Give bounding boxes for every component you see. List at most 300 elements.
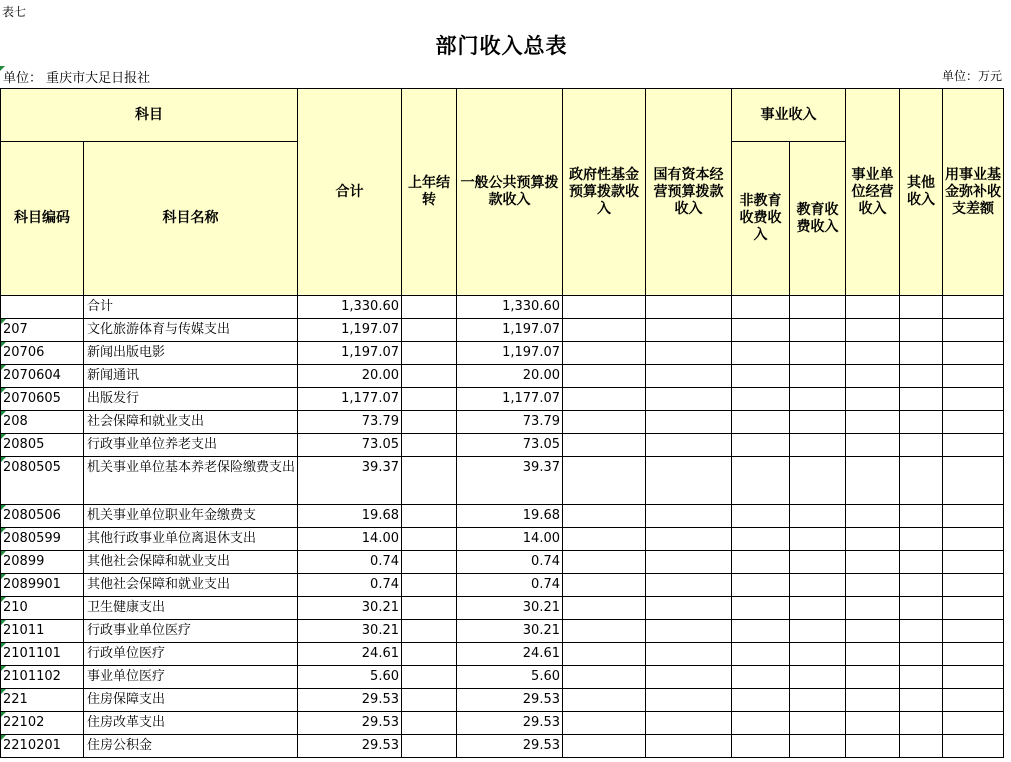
cell-code-text: 210	[3, 600, 28, 615]
cell-state-capital	[646, 296, 732, 319]
cell-edu	[790, 319, 846, 342]
cell-carryover	[402, 342, 457, 365]
table-row	[1, 689, 1004, 712]
cell-state-capital	[646, 365, 732, 388]
cell-operating	[846, 505, 900, 528]
cell-operating	[846, 388, 900, 411]
cell-total-text: 1,177.07	[341, 391, 399, 406]
cell-name-text: 出版发行	[87, 391, 140, 406]
table-row	[1, 620, 1004, 643]
cell-general-budget-text: 29.53	[522, 692, 560, 707]
cell-state-capital	[646, 735, 732, 758]
cell-marker-icon	[1, 411, 6, 416]
cell-state-capital	[646, 643, 732, 666]
cell-edu	[790, 365, 846, 388]
cell-name-text: 机关事业单位基本养老保险缴费支出	[87, 460, 296, 475]
cell-marker-icon	[1, 505, 6, 510]
cell-name	[84, 666, 298, 689]
cell-state-capital	[646, 689, 732, 712]
cell-code	[1, 735, 84, 758]
cell-total	[298, 342, 402, 365]
cell-total	[298, 457, 402, 505]
cell-name-text: 行政单位医疗	[87, 646, 166, 661]
cell-state-capital	[646, 505, 732, 528]
cell-general-budget	[457, 574, 563, 597]
cell-code-text: 21011	[3, 623, 45, 638]
cell-total-text: 1,197.07	[341, 322, 399, 337]
table-row	[1, 712, 1004, 735]
cell-general-budget-text: 5.60	[531, 669, 560, 684]
cell-name	[84, 505, 298, 528]
cell-fund-offset	[943, 551, 1004, 574]
cell-non-edu	[732, 735, 790, 758]
cell-gov-fund	[563, 505, 646, 528]
cell-fund-offset	[943, 574, 1004, 597]
unit-organization	[3, 67, 150, 86]
cell-edu	[790, 643, 846, 666]
cell-operating	[846, 597, 900, 620]
cell-gov-fund	[563, 735, 646, 758]
cell-gov-fund	[563, 551, 646, 574]
cell-name	[84, 689, 298, 712]
table-row	[1, 528, 1004, 551]
cell-name	[84, 643, 298, 666]
cell-code	[1, 342, 84, 365]
cell-total	[298, 574, 402, 597]
cell-other	[900, 296, 943, 319]
cell-fund-offset	[943, 712, 1004, 735]
cell-operating	[846, 551, 900, 574]
cell-fund-offset	[943, 296, 1004, 319]
cell-other	[900, 574, 943, 597]
cell-general-budget-text: 0.74	[531, 554, 560, 569]
cell-total	[298, 505, 402, 528]
cell-gov-fund	[563, 319, 646, 342]
header-business-income: 事业收入	[732, 89, 846, 142]
cell-state-capital	[646, 551, 732, 574]
cell-code-text: 2101101	[3, 646, 61, 661]
cell-other	[900, 505, 943, 528]
header-subject-name: 科目名称	[84, 142, 298, 296]
cell-general-budget-text: 73.05	[522, 437, 560, 452]
table-number: 表七	[2, 5, 27, 19]
cell-other	[900, 319, 943, 342]
table-row	[1, 296, 1004, 319]
cell-total	[298, 365, 402, 388]
cell-code	[1, 411, 84, 434]
cell-general-budget	[457, 597, 563, 620]
cell-general-budget	[457, 388, 563, 411]
cell-name	[84, 620, 298, 643]
cell-general-budget	[457, 528, 563, 551]
cell-gov-fund	[563, 388, 646, 411]
cell-carryover	[402, 505, 457, 528]
cell-code-text: 207	[3, 322, 28, 337]
cell-non-edu	[732, 365, 790, 388]
cell-code-text: 20706	[3, 345, 45, 360]
cell-general-budget-text: 1,197.07	[502, 345, 560, 360]
cell-general-budget-text: 0.74	[531, 577, 560, 592]
cell-gov-fund	[563, 689, 646, 712]
header-fund-offset: 用事业基金弥补收支差额	[943, 89, 1004, 296]
table-row	[1, 505, 1004, 528]
header-gov-fund: 政府性基金预算拨款收入	[563, 89, 646, 296]
cell-operating	[846, 528, 900, 551]
cell-gov-fund	[563, 434, 646, 457]
cell-total	[298, 666, 402, 689]
cell-name-text: 其他社会保障和就业支出	[87, 554, 231, 569]
cell-total	[298, 712, 402, 735]
cell-total	[298, 689, 402, 712]
cell-general-budget	[457, 296, 563, 319]
header-subject-code: 科目编码	[1, 142, 84, 296]
cell-general-budget	[457, 712, 563, 735]
cell-code	[1, 365, 84, 388]
cell-marker-icon	[1, 388, 6, 393]
cell-carryover	[402, 735, 457, 758]
cell-carryover	[402, 712, 457, 735]
cell-total	[298, 411, 402, 434]
cell-carryover	[402, 365, 457, 388]
cell-total-text: 1,197.07	[341, 345, 399, 360]
cell-fund-offset	[943, 319, 1004, 342]
cell-edu	[790, 342, 846, 365]
cell-state-capital	[646, 319, 732, 342]
cell-name	[84, 712, 298, 735]
cell-code	[1, 620, 84, 643]
cell-total	[298, 296, 402, 319]
table-row	[1, 319, 1004, 342]
header-subject: 科目	[1, 89, 298, 142]
table-row	[1, 342, 1004, 365]
cell-gov-fund	[563, 666, 646, 689]
cell-operating	[846, 574, 900, 597]
cell-general-budget-text: 29.53	[522, 738, 560, 753]
cell-total-text: 24.61	[361, 646, 399, 661]
cell-code-text: 2101102	[3, 669, 61, 684]
cell-name	[84, 296, 298, 319]
cell-other	[900, 388, 943, 411]
cell-carryover	[402, 528, 457, 551]
cell-name	[84, 434, 298, 457]
cell-other	[900, 528, 943, 551]
cell-general-budget-text: 1,197.07	[502, 322, 560, 337]
cell-marker-icon	[1, 597, 6, 602]
cell-state-capital	[646, 457, 732, 505]
cell-general-budget	[457, 342, 563, 365]
cell-edu	[790, 574, 846, 597]
cell-general-budget	[457, 620, 563, 643]
cell-total-text: 0.74	[370, 577, 399, 592]
cell-edu	[790, 457, 846, 505]
cell-operating	[846, 689, 900, 712]
cell-total	[298, 643, 402, 666]
cell-general-budget	[457, 434, 563, 457]
cell-total-text: 29.53	[361, 692, 399, 707]
header-total: 合计	[298, 89, 402, 296]
cell-fund-offset	[943, 434, 1004, 457]
cell-code	[1, 434, 84, 457]
cell-fund-offset	[943, 597, 1004, 620]
cell-total-text: 20.00	[361, 368, 399, 383]
cell-code	[1, 689, 84, 712]
cell-code	[1, 296, 84, 319]
cell-total-text: 19.68	[361, 508, 399, 523]
cell-name-text: 社会保障和就业支出	[87, 414, 205, 429]
cell-general-budget	[457, 457, 563, 505]
table-body	[1, 296, 1004, 758]
cell-edu	[790, 411, 846, 434]
cell-code-text: 208	[3, 414, 28, 429]
cell-carryover	[402, 620, 457, 643]
table-row	[1, 411, 1004, 434]
cell-state-capital	[646, 620, 732, 643]
cell-operating	[846, 735, 900, 758]
cell-operating	[846, 434, 900, 457]
cell-non-edu	[732, 666, 790, 689]
cell-marker-icon	[1, 319, 6, 324]
cell-operating	[846, 643, 900, 666]
cell-total-text: 29.53	[361, 738, 399, 753]
cell-non-edu	[732, 574, 790, 597]
cell-state-capital	[646, 574, 732, 597]
cell-name	[84, 411, 298, 434]
cell-other	[900, 551, 943, 574]
cell-marker-icon	[1, 643, 6, 648]
cell-code-text: 2080506	[3, 508, 61, 523]
cell-fund-offset	[943, 528, 1004, 551]
cell-other	[900, 666, 943, 689]
cell-name	[84, 319, 298, 342]
header-state-capital: 国有资本经营预算拨款收入	[646, 89, 732, 296]
cell-code-text: 2210201	[3, 738, 61, 753]
table-row	[1, 666, 1004, 689]
cell-edu	[790, 505, 846, 528]
cell-carryover	[402, 574, 457, 597]
cell-name	[84, 597, 298, 620]
cell-name	[84, 735, 298, 758]
cell-total	[298, 620, 402, 643]
table-row	[1, 643, 1004, 666]
cell-gov-fund	[563, 643, 646, 666]
cell-general-budget	[457, 319, 563, 342]
cell-name-text: 新闻出版电影	[87, 345, 166, 360]
cell-carryover	[402, 319, 457, 342]
cell-name-text: 住房公积金	[87, 738, 153, 753]
cell-name-text: 合计	[87, 299, 114, 314]
cell-general-budget-text: 24.61	[522, 646, 560, 661]
cell-marker-icon	[0, 66, 5, 71]
cell-fund-offset	[943, 411, 1004, 434]
cell-gov-fund	[563, 457, 646, 505]
cell-general-budget-text: 30.21	[522, 600, 560, 615]
cell-name	[84, 528, 298, 551]
cell-non-edu	[732, 505, 790, 528]
cell-general-budget-text: 20.00	[522, 368, 560, 383]
cell-edu	[790, 666, 846, 689]
cell-edu	[790, 597, 846, 620]
cell-fund-offset	[943, 643, 1004, 666]
cell-code	[1, 528, 84, 551]
header-carryover: 上年结转	[402, 89, 457, 296]
cell-code	[1, 319, 84, 342]
cell-non-edu	[732, 342, 790, 365]
cell-non-edu	[732, 388, 790, 411]
cell-non-edu	[732, 689, 790, 712]
cell-name-text: 其他行政事业单位离退休支出	[87, 531, 257, 546]
cell-non-edu	[732, 551, 790, 574]
cell-general-budget	[457, 365, 563, 388]
unit-organization-text: 单位： 重庆市大足日报社	[3, 71, 151, 86]
cell-general-budget-text: 14.00	[522, 531, 560, 546]
cell-non-edu	[732, 643, 790, 666]
cell-edu	[790, 735, 846, 758]
cell-general-budget-text: 1,330.60	[502, 299, 560, 314]
cell-fund-offset	[943, 388, 1004, 411]
cell-fund-offset	[943, 342, 1004, 365]
cell-name-text: 住房保障支出	[87, 692, 166, 707]
cell-carryover	[402, 666, 457, 689]
header-edu: 教育收费收入	[790, 142, 846, 296]
cell-general-budget-text: 39.37	[522, 460, 560, 475]
cell-code	[1, 505, 84, 528]
header-non-edu: 非教育收费收入	[732, 142, 790, 296]
cell-name	[84, 457, 298, 505]
cell-fund-offset	[943, 689, 1004, 712]
cell-carryover	[402, 597, 457, 620]
cell-marker-icon	[1, 434, 6, 439]
cell-state-capital	[646, 388, 732, 411]
cell-gov-fund	[563, 296, 646, 319]
cell-code	[1, 457, 84, 505]
cell-total-text: 14.00	[361, 531, 399, 546]
cell-marker-icon	[1, 342, 6, 347]
table-row	[1, 365, 1004, 388]
cell-non-edu	[732, 528, 790, 551]
cell-other	[900, 365, 943, 388]
cell-general-budget	[457, 551, 563, 574]
cell-carryover	[402, 411, 457, 434]
cell-total-text: 73.05	[361, 437, 399, 452]
cell-operating	[846, 712, 900, 735]
cell-gov-fund	[563, 528, 646, 551]
cell-name-text: 其他社会保障和就业支出	[87, 577, 231, 592]
cell-other	[900, 342, 943, 365]
cell-gov-fund	[563, 620, 646, 643]
cell-general-budget-text: 73.79	[522, 414, 560, 429]
page-title: 部门收入总表	[435, 33, 568, 58]
cell-fund-offset	[943, 666, 1004, 689]
cell-other	[900, 620, 943, 643]
cell-total	[298, 388, 402, 411]
cell-edu	[790, 388, 846, 411]
cell-fund-offset	[943, 457, 1004, 505]
cell-general-budget	[457, 643, 563, 666]
cell-marker-icon	[1, 457, 6, 462]
cell-code	[1, 551, 84, 574]
cell-code-text: 22102	[3, 715, 45, 730]
unit-currency: 单位：万元	[941, 69, 1002, 83]
cell-non-edu	[732, 319, 790, 342]
cell-name-text: 住房改革支出	[87, 715, 166, 730]
cell-total	[298, 735, 402, 758]
cell-name-text: 行政事业单位医疗	[87, 623, 192, 638]
cell-fund-offset	[943, 365, 1004, 388]
income-table	[0, 88, 1004, 758]
cell-carryover	[402, 457, 457, 505]
cell-edu	[790, 712, 846, 735]
table-row	[1, 551, 1004, 574]
cell-other	[900, 689, 943, 712]
table-row	[1, 735, 1004, 758]
cell-operating	[846, 620, 900, 643]
cell-total	[298, 434, 402, 457]
cell-total-text: 0.74	[370, 554, 399, 569]
cell-carryover	[402, 551, 457, 574]
cell-edu	[790, 434, 846, 457]
cell-carryover	[402, 689, 457, 712]
cell-non-edu	[732, 411, 790, 434]
cell-code	[1, 574, 84, 597]
cell-other	[900, 411, 943, 434]
cell-other	[900, 597, 943, 620]
cell-gov-fund	[563, 342, 646, 365]
cell-non-edu	[732, 457, 790, 505]
cell-code-text: 2089901	[3, 577, 61, 592]
cell-marker-icon	[1, 620, 6, 625]
table-row	[1, 574, 1004, 597]
cell-operating	[846, 666, 900, 689]
cell-code-text: 20805	[3, 437, 45, 452]
cell-total-text: 39.37	[361, 460, 399, 475]
cell-gov-fund	[563, 411, 646, 434]
cell-general-budget-text: 29.53	[522, 715, 560, 730]
cell-marker-icon	[1, 574, 6, 579]
cell-total	[298, 528, 402, 551]
cell-total-text: 73.79	[361, 414, 399, 429]
cell-marker-icon	[1, 712, 6, 717]
cell-operating	[846, 342, 900, 365]
cell-non-edu	[732, 434, 790, 457]
cell-non-edu	[732, 620, 790, 643]
cell-name	[84, 388, 298, 411]
cell-code-text: 2070604	[3, 368, 61, 383]
cell-other	[900, 457, 943, 505]
cell-other	[900, 643, 943, 666]
cell-name-text: 行政事业单位养老支出	[87, 437, 218, 452]
cell-other	[900, 434, 943, 457]
cell-fund-offset	[943, 505, 1004, 528]
cell-marker-icon	[1, 689, 6, 694]
cell-state-capital	[646, 411, 732, 434]
cell-operating	[846, 365, 900, 388]
cell-marker-icon	[1, 666, 6, 671]
cell-edu	[790, 296, 846, 319]
cell-fund-offset	[943, 735, 1004, 758]
cell-state-capital	[646, 712, 732, 735]
cell-gov-fund	[563, 574, 646, 597]
cell-code-text: 2080505	[3, 460, 61, 475]
cell-non-edu	[732, 296, 790, 319]
cell-total	[298, 551, 402, 574]
cell-code	[1, 666, 84, 689]
cell-name-text: 新闻通讯	[87, 368, 140, 383]
cell-marker-icon	[1, 551, 6, 556]
cell-name-text: 卫生健康支出	[87, 600, 166, 615]
cell-general-budget-text: 19.68	[522, 508, 560, 523]
cell-name-text: 事业单位医疗	[87, 669, 166, 684]
cell-operating	[846, 457, 900, 505]
